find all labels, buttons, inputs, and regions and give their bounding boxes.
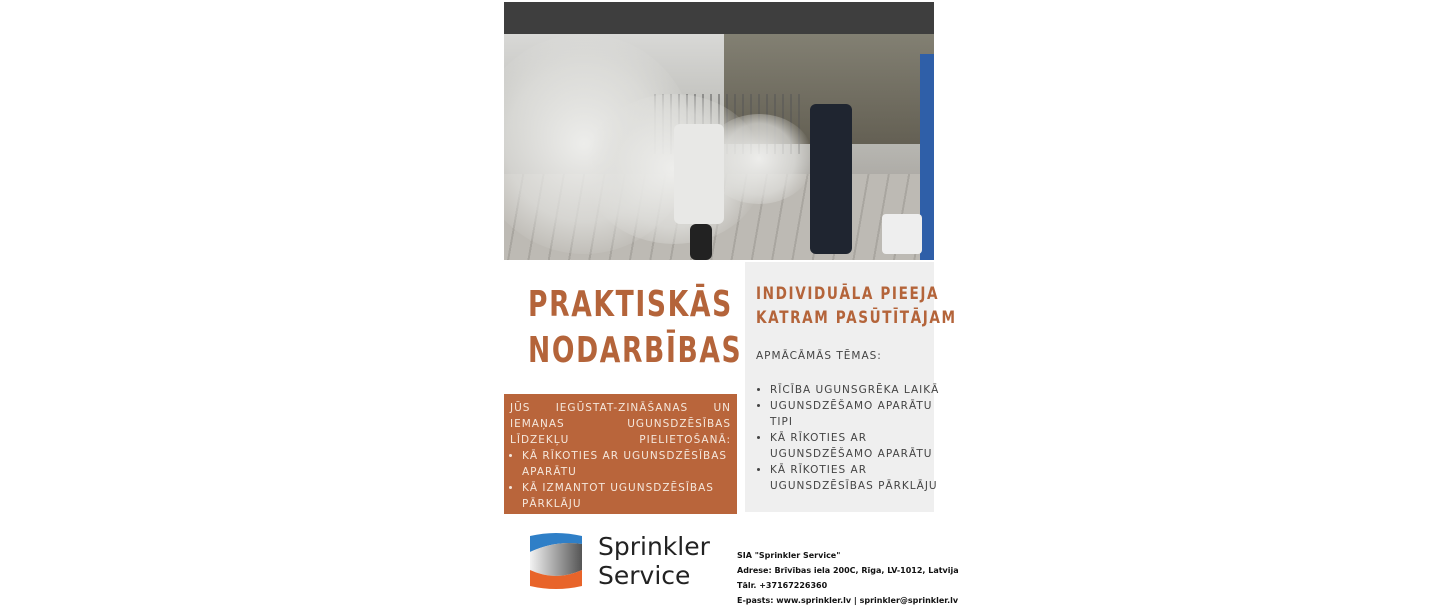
title-line-1: PRAKTISKĀS — [528, 284, 733, 325]
brand-name: Sprinkler Service — [598, 532, 710, 590]
email: E-pasts: www.sprinkler.lv | sprinkler@sprinkler.lv — [737, 596, 959, 605]
list-item: • KĀ RĪKOTIES AR UGUNSDZĒSĪBAS APARĀTU — [522, 448, 737, 480]
list-item: • UGUNSDZĒŠAMO APARĀTU TIPI — [770, 398, 950, 430]
training-photo — [504, 34, 934, 260]
sprinkler-logo-icon — [526, 530, 586, 592]
skills-box — [504, 394, 737, 514]
contact-info — [737, 548, 959, 608]
phone: Tālr. +37167226360 — [737, 581, 828, 590]
page-title — [528, 282, 742, 374]
skills-intro: JŪS IEGŪSTAT-ZINĀŠANAS UN IEMAŅAS UGUNSDZĒSĪBAS LĪDZEKĻU PIELIETOŠANĀ: — [510, 402, 731, 446]
title-line-2: NODARBĪBAS — [528, 330, 743, 371]
topics-subtitle: APMĀCĀMĀS TĒMAS: — [756, 350, 882, 362]
company-name: SIA "Sprinkler Service" — [737, 551, 841, 560]
list-item: • KĀ RĪKOTIES AR UGUNSDZĒSĪBAS PĀRKLĀJU — [770, 462, 950, 494]
list-item: • KĀ IZMANTOT UGUNSDZĒSĪBAS PĀRKLĀJU — [522, 480, 737, 512]
poster — [504, 2, 959, 608]
address: Adrese: Brīvības iela 200C, Rīga, LV-1012, Latvija — [737, 566, 959, 575]
top-bar — [504, 2, 934, 34]
list-item: • RĪCĪBA UGUNSGRĒKA LAIKĀ — [770, 382, 950, 398]
topics-panel — [745, 262, 957, 512]
topics-heading: INDIVIDUĀLA PIEEJA KATRAM PASŪTĪTĀJAM — [756, 284, 957, 328]
list-item: • KĀ RĪKOTIES AR UGUNSDZĒŠAMO APARĀTU — [770, 430, 950, 462]
